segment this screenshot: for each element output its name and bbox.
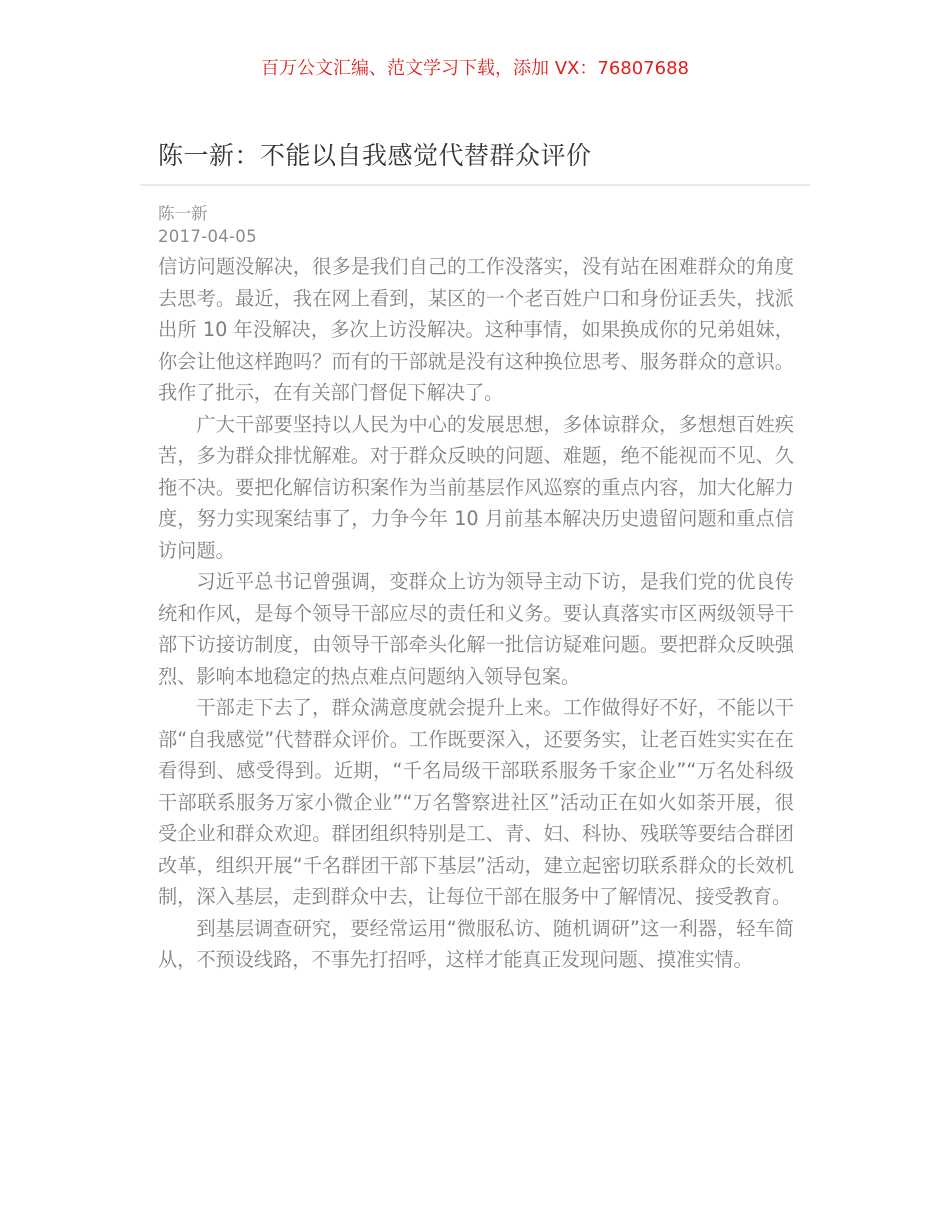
title-divider [140, 184, 810, 186]
article-title: 陈一新：不能以自我感觉代替群众评价 [158, 141, 592, 170]
paragraph: 习近平总书记曾强调，变群众上访为领导主动下访，是我们党的优良传统和作风，是每个领导干部应尽的责任和义务。要认真落实市区两级领导干部下访接访制度，由领导干部牵头化解一批信访疑难问题。要把群众反映强烈、影响本地稳定的热点难点问题纳入领导包案。 [158, 570, 794, 688]
article-date: 2017-04-05 [158, 227, 257, 246]
paragraph: 广大干部要坚持以人民为中心的发展思想，多体谅群众，多想想百姓疾苦，多为群众排忧解难。对于群众反映的问题、难题，绝不能视而不见、久拖不决。要把化解信访积案作为当前基层作风巡察的重点内容，加大化解力度，努力实现案结事了，力争今年 10 月前基本解决历史遗留问题和重点信访问题。 [158, 412, 794, 562]
paragraph: 信访问题没解决，很多是我们自己的工作没落实，没有站在困难群众的角度去思考。最近，我在网上看到，某区的一个老百姓户口和身份证丢失，找派出所 10 年没解决，多次上访没解决。这种事情，如果换成你的兄弟姐妹，你会让他这样跑吗？而有的干部就是没有这种换位思考、服务群众的意识。我作了批示，在有关部门督促下解决了。 [158, 255, 794, 404]
promo-banner: 百万公文汇编、范文学习下载，添加 VX：76807688 [261, 58, 689, 79]
paragraph: 干部走下去了，群众满意度就会提升上来。工作做得好不好，不能以干部“自我感觉”代替群众评价。工作既要深入，还要务实，让老百姓实实在在看得到、感受得到。近期，“千名局级干部联系服务千家企业”“万名处科级干部联系服务万家小微企业”“万名警察进社区”活动正在如火如荼开展，很受企业和群众欢迎。群团组织特别是工、青、妇、科协、残联等要结合群团改革，组织开展“千名群团干部下基层”活动，建立起密切联系群众的长效机制，深入基层，走到群众中去，让每位干部在服务中了解情况、接受教育。 [158, 696, 794, 908]
article-author: 陈一新 [158, 204, 208, 223]
article-body [158, 251, 794, 976]
paragraph: 到基层调查研究，要经常运用“微服私访、随机调研”这一利器，轻车简从，不预设线路，不事先打招呼，这样才能真正发现问题、摸准实情。 [158, 916, 794, 971]
